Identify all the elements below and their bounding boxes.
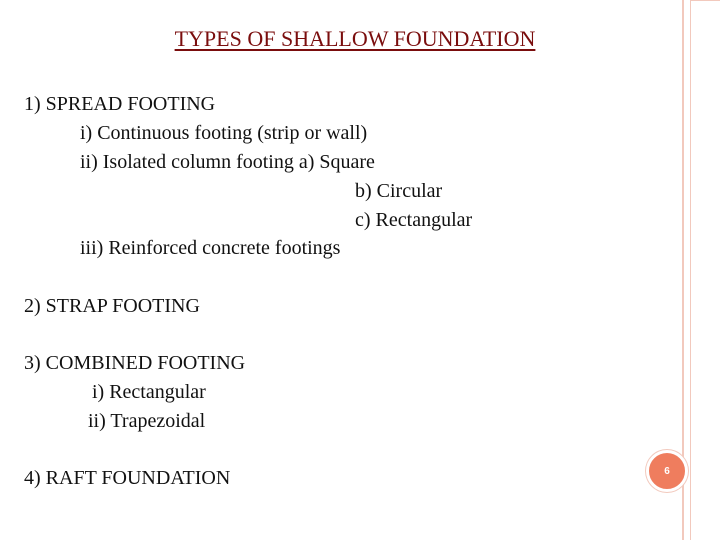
reinforced-concrete-item: iii) Reinforced concrete footings	[80, 237, 341, 259]
page-number-badge: 6	[646, 450, 688, 492]
continuous-footing-item: i) Continuous footing (strip or wall)	[80, 122, 368, 144]
circular-item: b) Circular	[355, 180, 443, 202]
rectangular-item: c) Rectangular	[355, 209, 473, 231]
slide-title: TYPES OF SHALLOW FOUNDATION	[174, 26, 536, 51]
right-frame-inner-line	[690, 0, 691, 540]
top-frame-line	[690, 0, 720, 1]
isolated-footing-item: ii) Isolated column footing a) Square	[80, 151, 375, 173]
raft-foundation-heading: 4) RAFT FOUNDATION	[24, 467, 231, 489]
spread-footing-heading: 1) SPREAD FOOTING	[24, 93, 216, 115]
combined-footing-heading: 3) COMBINED FOOTING	[24, 352, 246, 374]
combined-trapezoidal-item: ii) Trapezoidal	[88, 410, 206, 432]
combined-rectangular-item: i) Rectangular	[92, 381, 206, 403]
strap-footing-heading: 2) STRAP FOOTING	[24, 295, 200, 317]
